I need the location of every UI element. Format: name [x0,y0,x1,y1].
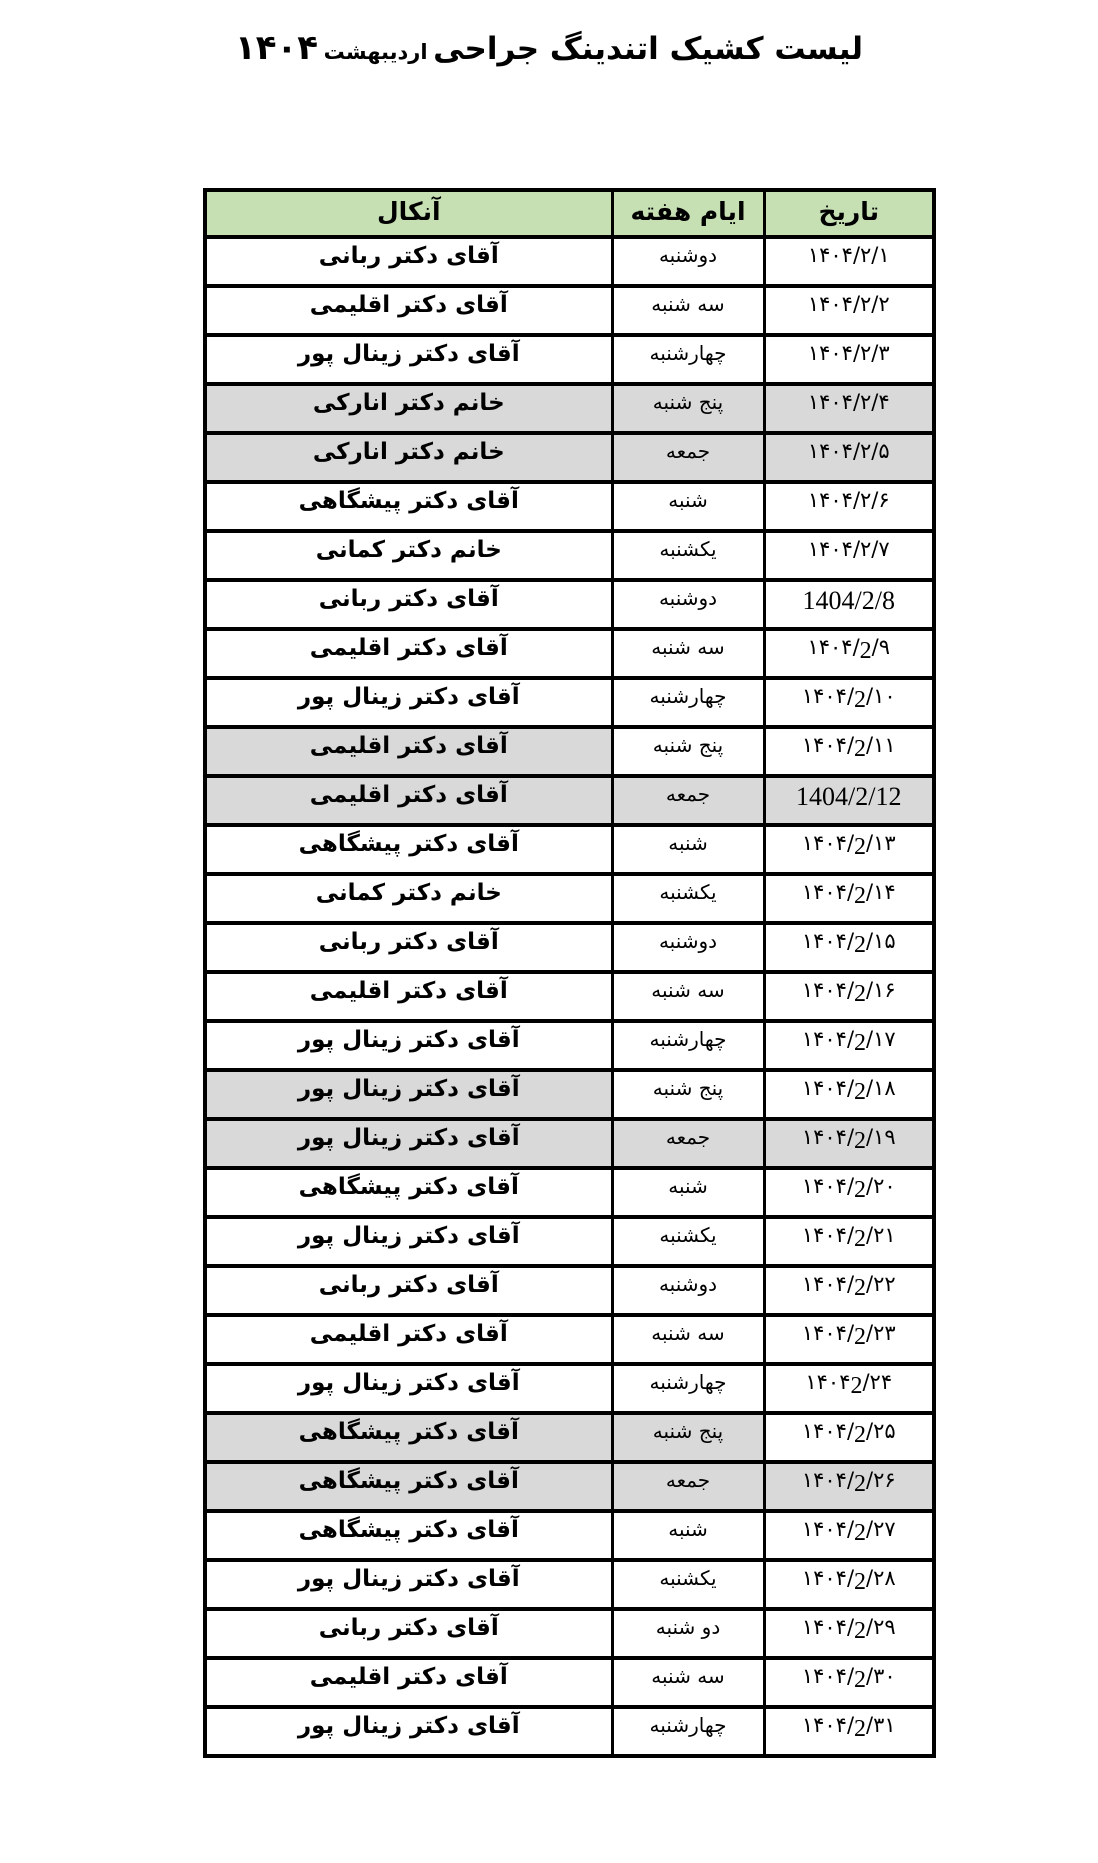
oncall-cell: آقای دکتر اقلیمی [205,972,612,1021]
date-text-segment: 2 [854,1275,867,1301]
date-cell [764,825,934,874]
date-text-segment: ۱۴۰۴/ [801,1468,855,1492]
date-text-segment: ۱۴۰۴/ [801,880,855,904]
date-cell [764,1413,934,1462]
oncall-cell: خانم دکتر انارکی [205,384,612,433]
table-body [205,237,934,1756]
date-text-segment: 2 [854,1520,867,1546]
date-cell [764,1266,934,1315]
date-text-segment: 2 [854,1667,867,1693]
oncall-cell: آقای دکتر زینال پور [205,335,612,384]
weekday-cell: سه شنبه [612,1315,764,1364]
schedule-row [205,1021,934,1070]
schedule-row [205,923,934,972]
date-text-segment: /۱۴ [866,880,896,904]
schedule-row [205,1315,934,1364]
schedule-row [205,825,934,874]
oncall-cell: آقای دکتر اقلیمی [205,776,612,825]
header-date: تاریخ [764,190,934,237]
date-text-segment: /۱۶ [866,978,896,1002]
date-text-segment: /۳۱ [866,1713,896,1737]
schedule-row [205,678,934,727]
date-text-segment: 2 [854,1422,867,1448]
oncall-cell: آقای دکتر اقلیمی [205,286,612,335]
date-text-segment: ۱۴۰۴/ [801,1566,855,1590]
date-text-segment: ۱۴۰۴/ [801,1664,855,1688]
table-header-row [205,190,934,237]
date-text-segment: /۲۰ [866,1174,896,1198]
date-text-segment: ۱۴۰۴/۲/۷ [807,537,890,561]
date-text-segment: 2 [854,1079,867,1105]
schedule-row [205,727,934,776]
date-cell [764,776,934,825]
schedule-row [205,433,934,482]
date-text-segment: /۲۲ [866,1272,896,1296]
schedule-row [205,1413,934,1462]
weekday-cell: چهارشنبه [612,335,764,384]
weekday-cell: سه شنبه [612,1658,764,1707]
oncall-cell: آقای دکتر اقلیمی [205,1315,612,1364]
schedule-row [205,384,934,433]
weekday-cell: پنج شنبه [612,1413,764,1462]
weekday-cell: سه شنبه [612,629,764,678]
weekday-cell: یکشنبه [612,874,764,923]
oncall-cell: خانم دکتر انارکی [205,433,612,482]
date-text-segment: /۱۱ [866,733,896,757]
oncall-cell: آقای دکتر زینال پور [205,1560,612,1609]
date-text-segment: ۱۴۰۴/ [801,1713,855,1737]
date-text-segment: 2 [854,1618,867,1644]
date-text-segment: 2 [854,981,867,1007]
date-cell [764,678,934,727]
title-main-text: لیست کشیک اتندینگ جراحی [433,31,863,67]
schedule-row [205,1511,934,1560]
date-text-segment: ۱۴۰۴/۲/۴ [807,390,890,414]
oncall-cell: آقای دکتر زینال پور [205,1364,612,1413]
schedule-row [205,1217,934,1266]
date-text-segment: /۳۰ [866,1664,896,1688]
weekday-cell: یکشنبه [612,531,764,580]
oncall-cell: آقای دکتر اقلیمی [205,629,612,678]
schedule-row [205,1462,934,1511]
oncall-cell: آقای دکتر زینال پور [205,1119,612,1168]
weekday-cell: شنبه [612,1168,764,1217]
date-text-segment: 2 [854,1471,867,1497]
oncall-cell: آقای دکتر زینال پور [205,1707,612,1756]
date-cell [764,286,934,335]
date-text-segment: ۱۴۰۴/ [801,733,855,757]
weekday-cell: دوشنبه [612,923,764,972]
date-text-segment: /۲۳ [866,1321,896,1345]
date-cell [764,1364,934,1413]
schedule-row [205,335,934,384]
date-cell [764,972,934,1021]
date-cell [764,874,934,923]
oncall-schedule-table [203,188,936,1758]
oncall-cell: آقای دکتر زینال پور [205,678,612,727]
date-cell [764,1511,934,1560]
date-text-segment: 2 [854,1128,867,1154]
weekday-cell: یکشنبه [612,1217,764,1266]
date-text-segment: 2 [854,834,867,860]
weekday-cell: سه شنبه [612,286,764,335]
weekday-cell: پنج شنبه [612,727,764,776]
header-day: ایام هفته [612,190,764,237]
oncall-cell: آقای دکتر اقلیمی [205,1658,612,1707]
date-text-segment: 2 [854,883,867,909]
date-cell [764,1462,934,1511]
date-text-segment: ۱۴۰۴/۲/۳ [807,341,890,365]
schedule-row [205,1168,934,1217]
date-cell [764,727,934,776]
weekday-cell: جمعه [612,433,764,482]
date-cell [764,580,934,629]
schedule-row [205,1266,934,1315]
date-text-segment: ۱۴۰۴/۲/۵ [807,439,890,463]
title-year-text: ۱۴۰۴ [235,28,319,68]
weekday-cell: چهارشنبه [612,1364,764,1413]
date-text-segment: ۱۴۰۴/ [801,1615,855,1639]
schedule-row [205,531,934,580]
document-title [0,28,1098,68]
oncall-cell: آقای دکتر پیشگاهی [205,1168,612,1217]
weekday-cell: پنج شنبه [612,1070,764,1119]
date-cell [764,335,934,384]
schedule-row [205,1070,934,1119]
date-text-segment: 1404/2/12 [796,782,902,811]
date-text-segment: 2 [854,1226,867,1252]
oncall-cell: آقای دکتر پیشگاهی [205,1413,612,1462]
weekday-cell: چهارشنبه [612,678,764,727]
date-text-segment: ۱۴۰۴/۲/۲ [807,292,890,316]
title-month-text: اردیبهشت [323,40,428,64]
date-cell [764,923,934,972]
date-cell [764,1021,934,1070]
weekday-cell: یکشنبه [612,1560,764,1609]
date-cell [764,629,934,678]
date-text-segment: /۱۳ [866,831,896,855]
schedule-row [205,972,934,1021]
header-oncall: آنکال [205,190,612,237]
oncall-cell: آقای دکتر ربانی [205,1609,612,1658]
date-text-segment: ۱۴۰۴/ [801,1027,855,1051]
date-text-segment: 2 [854,1177,867,1203]
oncall-cell: آقای دکتر اقلیمی [205,727,612,776]
date-cell [764,1070,934,1119]
date-text-segment: /۲۸ [866,1566,896,1590]
weekday-cell: جمعه [612,1462,764,1511]
date-cell [764,1609,934,1658]
date-text-segment: /۱۸ [866,1076,896,1100]
oncall-cell: خانم دکتر کمانی [205,531,612,580]
schedule-row [205,237,934,286]
weekday-cell: جمعه [612,776,764,825]
oncall-cell: آقای دکتر پیشگاهی [205,1511,612,1560]
schedule-row [205,1560,934,1609]
schedule-row [205,629,934,678]
date-text-segment: /۱۵ [866,929,896,953]
weekday-cell: دو شنبه [612,1609,764,1658]
date-text-segment: /۲۴ [862,1370,893,1394]
oncall-cell: آقای دکتر زینال پور [205,1217,612,1266]
date-text-segment: 2 [850,1373,863,1399]
date-text-segment: /۲۱ [866,1223,896,1247]
oncall-cell: آقای دکتر ربانی [205,1266,612,1315]
date-text-segment: 2 [854,1569,867,1595]
oncall-cell: آقای دکتر ربانی [205,237,612,286]
schedule-row [205,286,934,335]
date-text-segment: ۱۴۰۴/ [801,978,855,1002]
date-text-segment: ۱۴۰۴/ [801,1076,855,1100]
weekday-cell: جمعه [612,1119,764,1168]
date-text-segment: ۱۴۰۴/ [801,1419,855,1443]
date-cell [764,1315,934,1364]
date-text-segment: /۱۷ [866,1027,896,1051]
date-cell [764,1119,934,1168]
date-text-segment: ۱۴۰۴/ [801,1272,855,1296]
date-text-segment: ۱۴۰۴/۲/۶ [807,488,890,512]
weekday-cell: چهارشنبه [612,1707,764,1756]
schedule-row [205,1609,934,1658]
schedule-row [205,1364,934,1413]
date-text-segment: 2 [854,736,867,762]
date-text-segment: ۱۴۰۴/۲/۱ [807,243,890,267]
oncall-cell: آقای دکتر پیشگاهی [205,482,612,531]
oncall-cell: آقای دکتر پیشگاهی [205,825,612,874]
date-text-segment: ۱۴۰۴/ [801,1223,855,1247]
weekday-cell: دوشنبه [612,237,764,286]
schedule-row [205,874,934,923]
date-text-segment: 2 [854,1324,867,1350]
date-cell [764,1707,934,1756]
oncall-cell: خانم دکتر کمانی [205,874,612,923]
date-text-segment: ۱۴۰۴ [805,1370,851,1394]
date-text-segment: ۱۴۰۴/ [801,1174,855,1198]
schedule-row [205,776,934,825]
schedule-row [205,1119,934,1168]
date-cell [764,433,934,482]
schedule-row [205,482,934,531]
date-text-segment: /۲۵ [866,1419,896,1443]
date-cell [764,1658,934,1707]
date-text-segment: 1404/2/8 [802,586,895,615]
weekday-cell: شنبه [612,482,764,531]
date-cell [764,531,934,580]
date-text-segment: ۱۴۰۴/ [801,684,855,708]
date-text-segment: /۹ [871,635,891,659]
weekday-cell: سه شنبه [612,972,764,1021]
date-cell [764,1560,934,1609]
date-text-segment: 2 [854,687,867,713]
date-text-segment: /۲۹ [866,1615,896,1639]
weekday-cell: پنج شنبه [612,384,764,433]
date-text-segment: 2 [859,638,872,664]
oncall-cell: آقای دکتر زینال پور [205,1070,612,1119]
weekday-cell: شنبه [612,825,764,874]
oncall-cell: آقای دکتر زینال پور [205,1021,612,1070]
date-text-segment: 2 [854,932,867,958]
date-text-segment: /۱۹ [866,1125,896,1149]
date-text-segment: /۲۶ [866,1468,896,1492]
date-text-segment: /۲۷ [866,1517,896,1541]
date-text-segment: /۱۰ [866,684,896,708]
date-cell [764,1217,934,1266]
date-text-segment: ۱۴۰۴/ [801,1517,855,1541]
oncall-cell: آقای دکتر ربانی [205,580,612,629]
schedule-row [205,580,934,629]
schedule-row [205,1707,934,1756]
date-cell [764,237,934,286]
schedule-row [205,1658,934,1707]
date-text-segment: ۱۴۰۴/ [807,635,860,659]
weekday-cell: چهارشنبه [612,1021,764,1070]
weekday-cell: دوشنبه [612,580,764,629]
date-text-segment: ۱۴۰۴/ [801,831,855,855]
date-text-segment: 2 [854,1030,867,1056]
oncall-cell: آقای دکتر پیشگاهی [205,1462,612,1511]
date-cell [764,1168,934,1217]
date-text-segment: 2 [854,1716,867,1742]
weekday-cell: دوشنبه [612,1266,764,1315]
date-text-segment: ۱۴۰۴/ [801,1125,855,1149]
date-cell [764,384,934,433]
date-cell [764,482,934,531]
weekday-cell: شنبه [612,1511,764,1560]
oncall-cell: آقای دکتر ربانی [205,923,612,972]
date-text-segment: ۱۴۰۴/ [801,1321,855,1345]
date-text-segment: ۱۴۰۴/ [801,929,855,953]
